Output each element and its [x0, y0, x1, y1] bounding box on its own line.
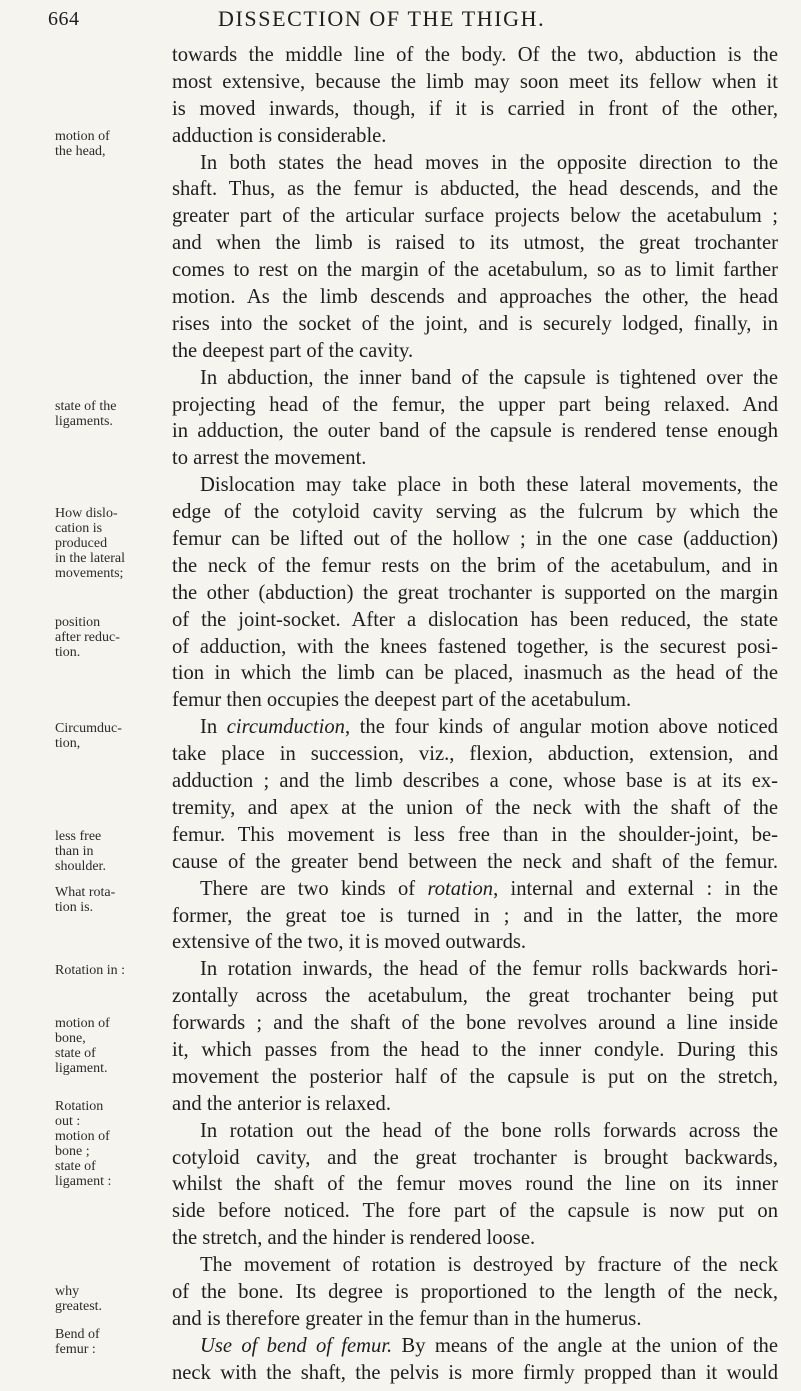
italic-term: circumduction [226, 716, 345, 739]
italic-term: Use of bend of femur. [200, 1334, 393, 1357]
text-line: In rotation inwards, the head of the femur rolls backwards hori- [200, 958, 778, 981]
sidenote-line: state of [55, 1046, 96, 1061]
text-line: of the joint-socket. After a dislocation has been reduced, the state [172, 608, 778, 631]
text-line: the other (abduction) the great trochanter is supported on the margin [172, 581, 778, 604]
italic-term: rotation [427, 877, 494, 900]
text-line: it, which passes from the head to the inner condyle. During this [172, 1038, 778, 1061]
sidenote-what-rotation [55, 885, 173, 915]
sidenote-rotation-out [55, 1099, 173, 1189]
sidenote-line: less free [55, 829, 102, 844]
sidenote-line: ligament. [55, 1061, 108, 1076]
sidenote-why-greatest [55, 1284, 173, 1314]
sidenote-line: state of the [55, 399, 117, 414]
sidenote-line: than in [55, 844, 94, 859]
text-line: take place in succession, viz., flexion, abduction, extension, and [172, 743, 778, 766]
page-header [0, 6, 801, 38]
sidenote-line: tion. [55, 645, 81, 660]
text-line: projecting head of the femur, the upper part being relaxed. And [172, 393, 778, 416]
sidenote-line: cation is [55, 521, 103, 536]
sidenote-line: tion, [55, 736, 81, 751]
text-line: In abduction, the inner band of the capsule is tightened over the [200, 366, 778, 389]
sidenote-line: bone ; [55, 1144, 90, 1159]
text-line: comes to rest on the margin of the acetabulum, so as to limit farther [172, 259, 778, 282]
sidenote-how-dislocation [55, 506, 173, 581]
sidenote-motion-of-bone [55, 1016, 173, 1076]
sidenote-state-of-ligaments [55, 399, 173, 429]
sidenote-line: tion is. [55, 900, 94, 915]
running-head: DISSECTION OF THE THIGH. [218, 6, 546, 31]
sidenote-less-free [55, 829, 173, 874]
text-line: former, the great toe is turned in ; and in the latter, the more [172, 904, 778, 927]
sidenote-line: the head, [55, 144, 106, 159]
text-line: adduction is considerable. [172, 124, 387, 147]
sidenote-line: Bend of [55, 1327, 100, 1342]
text-line: the neck of the femur rests on the brim of the acetabulum, and in [172, 554, 778, 577]
text-line: cause of the greater bend between the neck and shaft of the femur. [172, 850, 778, 873]
text-line: towards the middle line of the body. Of the two, abduction is the [172, 44, 778, 66]
sidenote-position-after-reduction [55, 615, 173, 660]
text-line: The movement of rotation is destroyed by fracture of the neck [200, 1254, 778, 1277]
sidenote-line: movements; [55, 566, 124, 581]
sidenote-line: why [55, 1284, 80, 1299]
sidenote-line: femur : [55, 1342, 96, 1357]
text-line: is moved inwards, though, if it is carried in front of the other, [172, 97, 778, 120]
sidenote-rotation-in [55, 963, 173, 978]
text-line: extensive of the two, it is moved outwards. [172, 931, 527, 954]
sidenote-line: Circumduc- [55, 721, 122, 736]
sidenote-line: state of [55, 1159, 96, 1174]
sidenote-line: ligaments. [55, 414, 113, 429]
text-line: Dislocation may take place in both these lateral movements, the [200, 474, 778, 497]
sidenote-line: Rotation in : [55, 963, 125, 978]
text-line: whilst the shaft of the femur moves round the line on its inner [172, 1173, 778, 1196]
text-line: rises into the socket of the joint, and is securely lodged, finally, in [172, 312, 778, 335]
text-line: most extensive, because the limb may soon meet its fellow when it [172, 70, 778, 93]
sidenote-line: in the lateral [55, 551, 125, 566]
text-line: neck with the shaft, the pelvis is more firmly propped than it would [172, 1361, 778, 1384]
sidenote-line: How dislo- [55, 506, 118, 521]
sidenote-line: after reduc- [55, 630, 120, 645]
text-line: tremity, and apex at the union of the neck with the shaft of the [172, 796, 778, 819]
text-line: tion in which the limb can be placed, inasmuch as the head of the [172, 662, 778, 685]
text-line: to arrest the movement. [172, 447, 367, 470]
text-line: and is therefore greater in the femur than in the humerus. [172, 1307, 642, 1330]
text-line: In rotation out the head of the bone rolls forwards across the [200, 1119, 778, 1142]
text-line: in adduction, the outer band of the capsule is rendered tense enough [172, 420, 778, 443]
sidenote-line: out : [55, 1114, 81, 1129]
text-line: and the anterior is relaxed. [172, 1092, 391, 1115]
text-line: and when the limb is raised to its utmost, the great trochanter [172, 232, 778, 255]
sidenote-line: motion of [55, 1129, 110, 1144]
sidenote-motion-of-head [55, 129, 173, 159]
text-line: Use of bend of femur. By means of the angle at the union of the [200, 1334, 778, 1357]
sidenote-line: bone, [55, 1031, 86, 1046]
text-line: forwards ; and the shaft of the bone revolves around a line inside [172, 1012, 778, 1035]
sidenote-line: produced [55, 536, 108, 551]
sidenote-line: ligament : [55, 1174, 112, 1189]
text-line: the stretch, and the hinder is rendered loose. [172, 1227, 536, 1250]
sidenote-line: Rotation [55, 1099, 104, 1114]
text-line: zontally across the acetabulum, the great trochanter being put [172, 985, 778, 1008]
sidenote-line: What rota- [55, 885, 116, 900]
sidenote-line: shoulder. [55, 859, 106, 874]
text-line: edge of the cotyloid cavity serving as the fulcrum by which the [172, 501, 778, 524]
text-line: femur. This movement is less free than in the shoulder-joint, be- [172, 823, 778, 846]
text-line: of the bone. Its degree is proportioned to the length of the neck, [172, 1280, 778, 1303]
sidenote-line: greatest. [55, 1299, 103, 1314]
sidenote-circumduction [55, 721, 173, 751]
text-line: In both states the head moves in the opposite direction to the [200, 151, 778, 174]
text-line: the deepest part of the cavity. [172, 339, 414, 362]
sidenote-bend-of-femur [55, 1327, 173, 1357]
text-line: shaft. Thus, as the femur is abducted, the head descends, and the [172, 178, 778, 201]
text-line: side before noticed. The fore part of the capsule is now put on [172, 1200, 778, 1223]
text-line: In circumduction, the four kinds of angular motion above noticed [200, 716, 778, 739]
text-line: greater part of the articular surface projects below the acetabulum ; [172, 205, 778, 228]
sidenote-line: motion of [55, 129, 110, 144]
sidenote-line: motion of [55, 1016, 110, 1031]
sidenote-line: position [55, 615, 101, 630]
body-text [172, 42, 778, 1387]
text-line: femur then occupies the deepest part of the acetabulum. [172, 689, 632, 712]
text-line: motion. As the limb descends and approaches the other, the head [172, 286, 778, 309]
page-number: 664 [48, 8, 80, 30]
text-line: adduction ; and the limb describes a cone, whose base is at its ex- [172, 770, 778, 793]
text-line: femur can be lifted out of the hollow ; in the one case (adduction) [172, 528, 778, 551]
text-line: There are two kinds of rotation, internal and external : in the [200, 877, 778, 900]
text-line: movement the posterior half of the capsule is put on the stretch, [172, 1065, 778, 1088]
text-line: cotyloid cavity, and the great trochanter is brought backwards, [172, 1146, 778, 1169]
text-line: of adduction, with the knees fastened together, is the securest posi- [172, 635, 778, 658]
